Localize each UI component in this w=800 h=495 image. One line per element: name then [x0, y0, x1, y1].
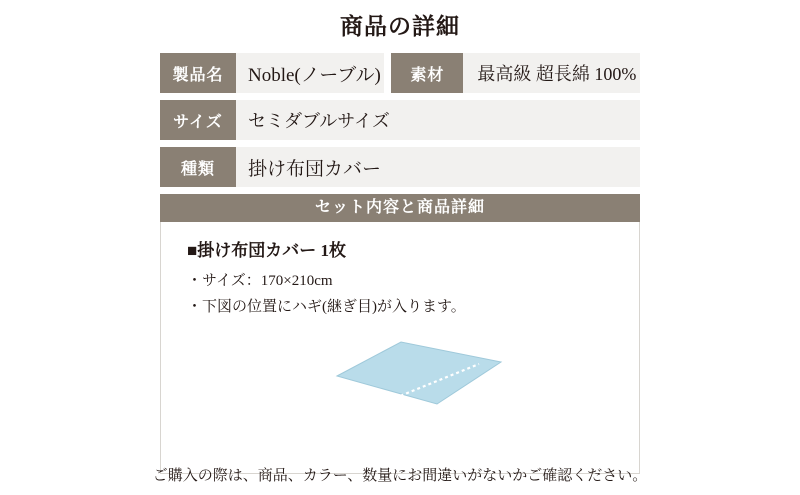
list-item: ・サイズ：170×210cm — [187, 273, 333, 289]
spec-value-material: 最高級 超長綿 100% — [463, 53, 640, 93]
spec-value-type: 掛け布団カバー — [236, 147, 640, 187]
spec-value-product-name: Noble(ノーブル) — [236, 53, 384, 93]
section-heading: セット内容と商品詳細 — [160, 194, 640, 222]
spec-value-size: セミダブルサイズ — [236, 100, 640, 140]
spec-label-size: サイズ — [160, 100, 236, 140]
list-item: ・下図の位置にハギ(継ぎ目)が入ります。 — [187, 299, 466, 315]
table-row — [160, 100, 640, 140]
table-row — [160, 53, 640, 93]
spec-label-type: 種類 — [160, 147, 236, 187]
spec-label-product-name: 製品名 — [160, 53, 236, 93]
page-title: 商品の詳細 — [340, 14, 460, 39]
duvet-cover-seam-diagram — [329, 332, 509, 422]
spec-label-material: 素材 — [391, 53, 463, 93]
cell-spacer — [384, 53, 391, 93]
footer-note: ご購入の際は、商品、カラー、数量にお間違いがないかご確認ください。 — [152, 468, 648, 484]
section-body — [160, 222, 640, 474]
item-title: ■掛け布団カバー 1枚 — [187, 241, 347, 260]
detail-content — [160, 53, 640, 474]
table-row — [160, 147, 640, 187]
cover-shape — [337, 342, 501, 404]
